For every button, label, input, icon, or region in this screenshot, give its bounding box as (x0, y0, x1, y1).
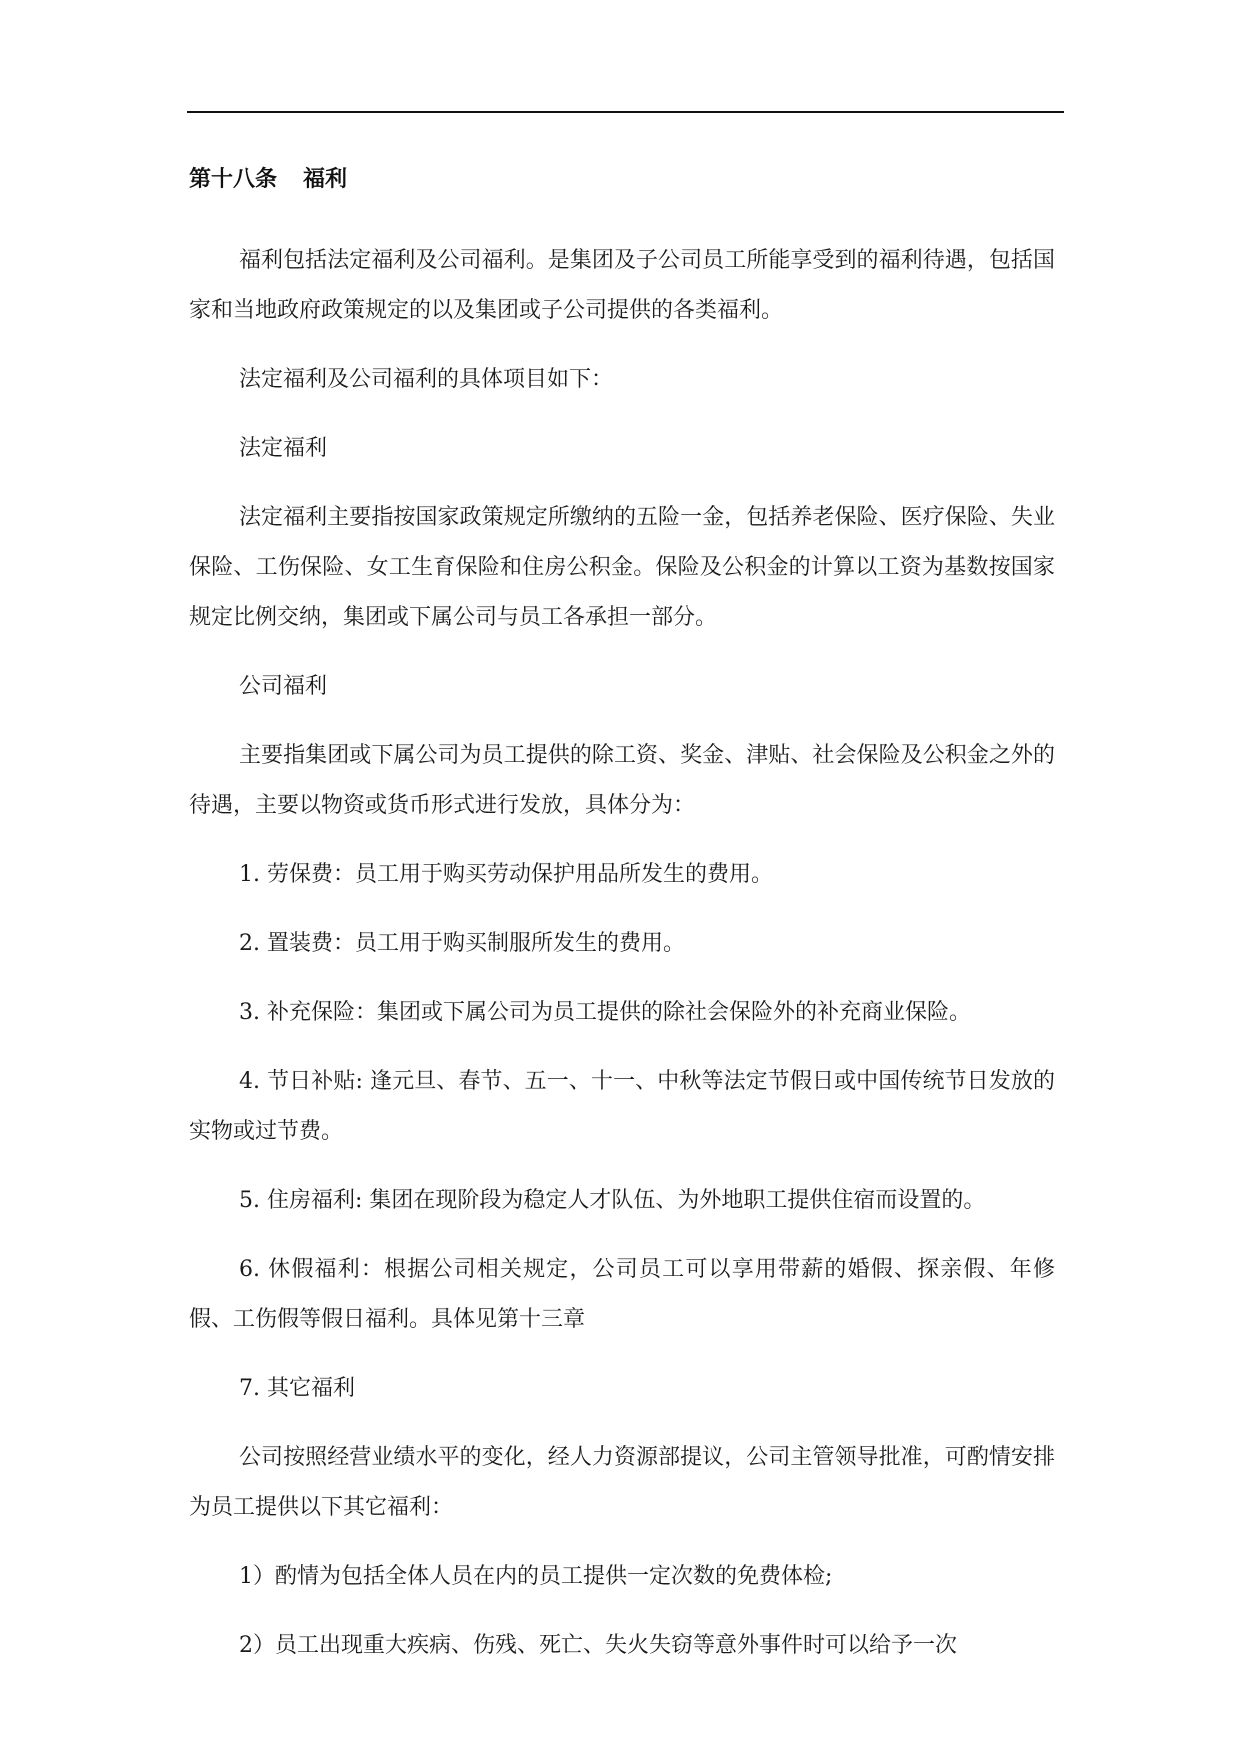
list-item-1: 1. 劳保费：员工用于购买劳动保护用品所发生的费用。 (239, 862, 773, 887)
header-rule (187, 111, 1064, 113)
list-item-6: 6. 休假福利：根据公司相关规定，公司员工可以享用带薪的婚假、探亲假、年修假、工伤假等假日福利。具体见第十三章 (189, 1257, 1055, 1332)
list-item-2: 2. 置装费：员工用于购买制服所发生的费用。 (239, 931, 685, 956)
paragraph-statutory: 法定福利主要指按国家政策规定所缴纳的五险一金，包括养老保险、医疗保险、失业保险、工伤保险、女工生育保险和住房公积金。保险及公积金的计算以工资为基数按国家规定比例交纳，集团或下属公司与员工各承担一部分。 (189, 505, 1055, 630)
list-item-3: 3. 补充保险：集团或下属公司为员工提供的除社会保险外的补充商业保险。 (239, 1000, 971, 1025)
sub-item-2: 2）员工出现重大疾病、伤残、死亡、失火失窃等意外事件时可以给予一次 (239, 1633, 957, 1658)
list-item-7: 7. 其它福利 (239, 1376, 355, 1401)
subheading-statutory: 法定福利 (239, 436, 328, 461)
document-body (189, 236, 1055, 1671)
list-item-5: 5. 住房福利: 集团在现阶段为稳定人才队伍、为外地职工提供住宿而设置的。 (239, 1188, 986, 1213)
paragraph-other-benefits: 公司按照经营业绩水平的变化，经人力资源部提议，公司主管领导批准，可酌情安排为员工提供以下其它福利： (189, 1445, 1055, 1520)
paragraph-items-intro: 法定福利及公司福利的具体项目如下： (239, 367, 614, 392)
paragraph-company: 主要指集团或下属公司为员工提供的除工资、奖金、津贴、社会保险及公积金之外的待遇，主要以物资或货币形式进行发放，具体分为： (189, 743, 1055, 818)
article-title: 福利 (303, 167, 348, 192)
subheading-company: 公司福利 (239, 674, 328, 699)
article-heading (189, 163, 347, 197)
list-item-4: 4. 节日补贴: 逢元旦、春节、五一、十一、中秋等法定节假日或中国传统节日发放的实物或过节费。 (189, 1069, 1055, 1144)
paragraph-intro: 福利包括法定福利及公司福利。是集团及子公司员工所能享受到的福利待遇，包括国家和当地政府政策规定的以及集团或子公司提供的各类福利。 (189, 248, 1055, 323)
sub-item-1: 1）酌情为包括全体人员在内的员工提供一定次数的免费体检; (239, 1564, 833, 1589)
article-number: 第十八条 (189, 167, 278, 192)
